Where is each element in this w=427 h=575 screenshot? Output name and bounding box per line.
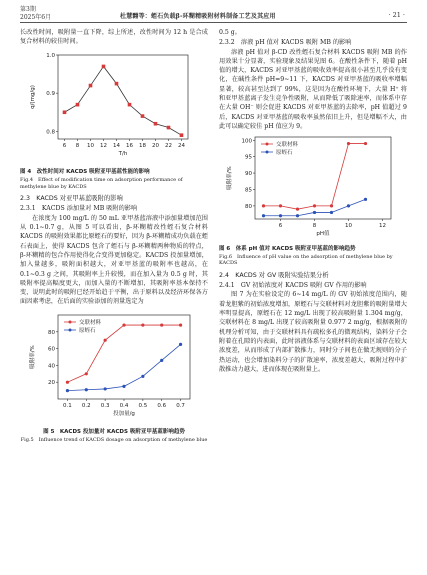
y-tick-label: 20	[48, 379, 55, 386]
legend-marker	[69, 328, 72, 331]
x-tick-label: 0.3	[100, 402, 110, 409]
data-point	[330, 211, 333, 214]
x-tick-label: 12	[100, 142, 107, 149]
x-axis-label: pH值	[316, 231, 330, 238]
series-line	[65, 66, 182, 135]
section-2-3-2-heading: 2.3.2 溶液 pH 值对 KACDS 吸附 MB 的影响	[219, 39, 352, 47]
data-point	[122, 323, 125, 326]
x-tick-label: 16	[126, 142, 133, 149]
data-point	[66, 380, 69, 383]
running-title: 杜慧翾等：蛭石负载β-环糊精吸附材料制备工艺及其应用	[120, 13, 276, 20]
y-tick-label: 0.9	[46, 90, 55, 97]
x-tick-label: 20	[152, 142, 159, 149]
right-column	[219, 28, 407, 374]
data-point	[160, 359, 163, 362]
data-point	[296, 214, 299, 217]
section-2-4-heading: 2.4 KACDS 对 GV 吸附实验结果分析	[219, 271, 329, 279]
legend-label: 原蛭石	[79, 327, 96, 334]
x-tick-label: 6	[62, 142, 67, 149]
y-axis-label: 吸附率/%	[227, 166, 233, 191]
data-point	[141, 374, 144, 377]
x-tick-label: 6	[278, 223, 283, 230]
data-point	[154, 122, 158, 126]
x-tick-label: 18	[139, 142, 146, 149]
y-axis-label: q/(mg/g)	[30, 84, 36, 109]
data-point	[279, 205, 282, 208]
data-point	[104, 387, 107, 390]
legend-label: 原蛭石	[276, 150, 293, 157]
figure-4-caption-zh: 图 4 改性时间对 KACDS 吸附亚甲基蓝性能的影响	[20, 168, 150, 175]
legend-label: 交联材料	[276, 142, 299, 149]
y-tick-label: 80	[245, 204, 252, 211]
figure-6	[219, 131, 407, 267]
data-point	[115, 81, 119, 85]
y-tick-label: 80	[48, 329, 55, 336]
gv-paragraph: 图 7 为在实验设定的 6~14 mg/L 的 GV 初始浓度范围内，随着龙胆紫的初始浓度增加，原蛭石与交联材料对龙胆紫的吸附量增大率明显提高，原蛭石在 12 mg/L 出现了较高吸附量 1.304 mg/g，交联材料在 8 mg/L 出现了较高吸附量 0.977 2 mg/g，根据吸附的机理分析可知，由于交联材料具有疏松多孔的微观结构，染料分子会附着在孔隙的内表面，此时溶液体系与交联材料的表面区域存在较大浓度差，从而形成了内部扩散推力，同时分子间也在做无规则的分子热运动，也会增加染料分子的扩散速率，浓度差越大，吸附过程中扩散推动力越大，进而体现在吸附量上。	[219, 291, 407, 373]
data-point	[122, 385, 125, 388]
y-tick-label: 40	[48, 363, 55, 370]
x-axis-label: 投加量/g	[113, 410, 135, 417]
data-point	[296, 208, 299, 211]
x-tick-label: 10	[345, 223, 352, 230]
section-2-3-heading: 2.3 KACDS 对亚甲基蓝吸附的影响	[20, 195, 123, 203]
x-tick-label: 12	[379, 223, 386, 230]
header-rule	[20, 22, 407, 23]
data-point	[262, 205, 265, 208]
x-axis-label: T/h	[118, 150, 128, 157]
data-point	[160, 323, 163, 326]
y-axis-label: 吸附率/%	[30, 344, 36, 369]
figure-5-caption-en: Fig.5 Influence trend of KACDS dosage on adsorption of methylene blue	[20, 437, 208, 444]
legend-marker	[266, 151, 269, 154]
y-tick-label: 90	[245, 171, 252, 178]
running-header-issue	[20, 6, 51, 22]
x-tick-label: 24	[178, 142, 185, 149]
data-point	[262, 214, 265, 217]
section-2-3-1-heading: 2.3.1 KACDS 添加量对 MB 吸附的影响	[20, 205, 138, 213]
series-line	[67, 344, 180, 390]
y-tick-label: 95	[245, 154, 252, 161]
data-point	[85, 388, 88, 391]
data-point	[63, 110, 67, 114]
data-point	[364, 198, 367, 201]
y-tick-label: 0.8	[46, 128, 55, 135]
data-point	[330, 205, 333, 208]
x-tick-label: 0.4	[119, 402, 129, 409]
figure-4	[20, 47, 208, 191]
issue-number: 第3期	[20, 6, 36, 13]
figure-6-chart	[219, 131, 407, 241]
issue-date: 2025年6月	[20, 14, 52, 21]
figure-6-caption-en: Fig.6 Influence of pH value on the adsorption of methylene blue by KACDS	[219, 253, 393, 267]
data-point	[89, 83, 93, 87]
data-point	[364, 142, 367, 145]
x-tick-label: 14	[113, 142, 120, 149]
data-point	[279, 214, 282, 217]
x-tick-label: 8	[75, 142, 80, 149]
figure-5	[20, 307, 208, 444]
data-point	[180, 133, 184, 137]
x-tick-label: 22	[165, 142, 172, 149]
continued-text: 0.5 g。	[219, 29, 241, 36]
y-tick-label: 1.0	[46, 52, 55, 59]
figure-5-caption-zh: 图 5 KACDS 投加量对 KACDS 吸附亚甲基蓝影响趋势	[43, 429, 185, 436]
figure-6-caption-zh: 图 6 体系 pH 值对 KACDS 吸附亚甲基蓝的影响趋势	[219, 245, 356, 252]
y-tick-label: 60	[48, 346, 55, 353]
legend-marker	[266, 143, 269, 146]
legend-marker	[69, 320, 72, 323]
data-point	[313, 211, 316, 214]
page-number: · 21 ·	[388, 11, 405, 19]
data-point	[66, 389, 69, 392]
x-tick-label: 10	[87, 142, 94, 149]
intro-paragraph: 长改性时间，吸附量一直下降，综上所述，改性时间为 12 h 是合成复合材料的较佳时间。	[20, 29, 208, 46]
data-point	[141, 114, 145, 118]
ph-paragraph: 溶液 pH 值对 β-CD 改性蛭石复合材料 KACDS 吸附 MB 的作用效果十分显著，实验现象及结果见图 6。在酸性条件下，随着 pH 值的增大，KACDS 对亚甲基蓝的吸收效率提高很小甚至几乎没有变化，在碱性条件 pH=9~11 下，KACDS 对亚甲基蓝的吸收率增幅显著，较高甚至达到了 99%，这是因为在酸性环境下，大量 H⁺ 将和亚甲基蓝离子发生竞争性吸附，从而降低了吸除速率，而体系中存在大量 OH⁻ 则会促进 KACDS 对亚甲基蓝的去除率，pH 值超过 9 后，KACDS 对亚甲基蓝的吸收率虽然依旧上升，但是增幅不大，由此可以确定较佳 pH 值应为 9。	[219, 48, 407, 130]
data-point	[347, 205, 350, 208]
y-tick-label: 85	[245, 187, 252, 194]
data-point	[85, 372, 88, 375]
figure-4-caption-en: Fig.4 Effect of modification time on adsorption performance of methylene blue by KACDS	[20, 177, 183, 190]
data-point	[179, 323, 182, 326]
x-tick-label: 0.1	[63, 402, 72, 409]
left-column	[20, 28, 208, 444]
data-point	[167, 125, 171, 129]
data-point	[347, 142, 350, 145]
data-point	[76, 102, 80, 106]
x-tick-label: 0.5	[138, 402, 148, 409]
figure-4-chart	[20, 47, 208, 165]
x-tick-label: 0.7	[176, 402, 185, 409]
data-point	[104, 338, 107, 341]
x-tick-label: 8	[312, 223, 317, 230]
data-point	[313, 205, 316, 208]
data-point	[179, 343, 182, 346]
x-tick-label: 0.6	[157, 402, 167, 409]
section-2-4-1-heading: 2.4.1 GV 初始浓度对 KACDS 吸附 GV 作用的影响	[219, 282, 367, 290]
data-point	[102, 64, 106, 68]
data-point	[128, 102, 132, 106]
x-tick-label: 0.2	[81, 402, 91, 409]
dosage-paragraph: 在浓度为 100 mg/L 的 50 mL 亚甲基蓝溶液中添加量增加范围从 0.1~0.7 g，从图 5 可以看出，β-环糊精改性蛭石复合材料 KACDS 的吸附效果都比原蛭石的要好，因为 β-环糊精成功负载在蛭石表面上，使得 KACDS 包含了蛭石与 β-环糊精两种物质的特点，β-环糊精的包合作用使得化合变得更加稳定。KACDS 投加量增加，加入量越多，吸附面积越大，对亚甲基蓝的吸附率也越高，在 0.1~0.3 g 之间，其吸附率上升较慢，而在加入量为 0.5 g 时，其吸附率提高幅度更大，而加入量的不断增加，其吸附率基本保持不变，说明此时的吸附已经开始趋于平衡，出于原料以及经济环保各方面因素考虑，在后面的实验添加的剂量选定为	[20, 214, 208, 306]
figure-5-chart	[20, 307, 208, 425]
legend-label: 交联材料	[79, 319, 102, 326]
y-tick-label: 100	[241, 138, 252, 145]
data-point	[141, 323, 144, 326]
